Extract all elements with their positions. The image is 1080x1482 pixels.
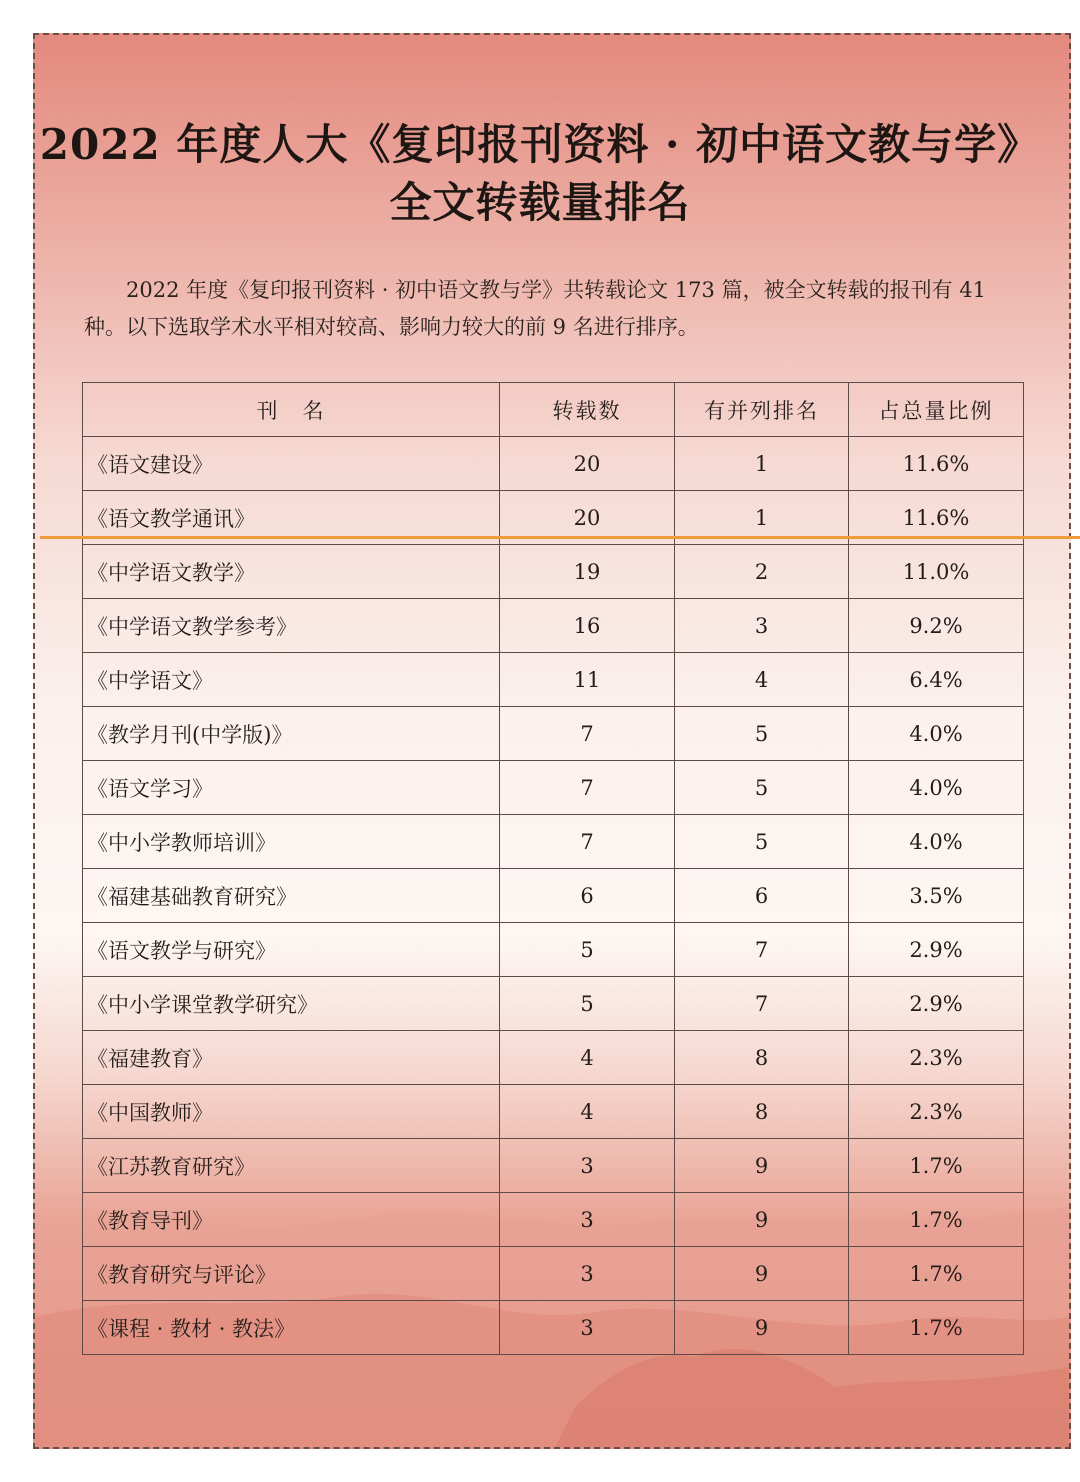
reprint-count: 7 xyxy=(500,815,675,869)
table-row xyxy=(83,653,1024,707)
ratio: 3.5% xyxy=(849,869,1024,923)
column-header-ratio: 占总量比例 xyxy=(849,383,1024,437)
rank: 6 xyxy=(675,869,849,923)
reprint-count: 6 xyxy=(500,869,675,923)
column-header-count: 转载数 xyxy=(500,383,675,437)
reprint-count: 4 xyxy=(500,1085,675,1139)
table-header-row xyxy=(83,383,1024,437)
reprint-count: 16 xyxy=(500,599,675,653)
journal-name: 《福建基础教育研究》 xyxy=(83,869,500,923)
table-row xyxy=(83,923,1024,977)
reprint-count: 3 xyxy=(500,1139,675,1193)
table-row xyxy=(83,1031,1024,1085)
reprint-count: 5 xyxy=(500,923,675,977)
journal-name: 《语文学习》 xyxy=(83,761,500,815)
table-row xyxy=(83,1139,1024,1193)
ratio: 6.4% xyxy=(849,653,1024,707)
table-row xyxy=(83,1085,1024,1139)
ratio: 9.2% xyxy=(849,599,1024,653)
ratio: 4.0% xyxy=(849,815,1024,869)
journal-name: 《江苏教育研究》 xyxy=(83,1139,500,1193)
rank: 8 xyxy=(675,1031,849,1085)
reprint-count: 7 xyxy=(500,761,675,815)
reprint-count: 20 xyxy=(500,491,675,545)
rank: 1 xyxy=(675,491,849,545)
journal-name: 《中学语文教学参考》 xyxy=(83,599,500,653)
table-row xyxy=(83,707,1024,761)
table-row xyxy=(83,1301,1024,1355)
rank: 8 xyxy=(675,1085,849,1139)
reprint-count: 20 xyxy=(500,437,675,491)
reprint-count: 3 xyxy=(500,1247,675,1301)
intro-text: 2022 年度《复印报刊资料 · 初中语文教与学》共转载论文 173 篇，被全文转载的报刊有 41 种。以下选取学术水平相对较高、影响力较大的前 9 名进行排序。 xyxy=(84,278,986,339)
journal-name: 《福建教育》 xyxy=(83,1031,500,1085)
table-row xyxy=(83,599,1024,653)
rank: 9 xyxy=(675,1247,849,1301)
rank: 3 xyxy=(675,599,849,653)
ratio: 1.7% xyxy=(849,1139,1024,1193)
table-row xyxy=(83,1247,1024,1301)
table-row xyxy=(83,437,1024,491)
rank: 9 xyxy=(675,1193,849,1247)
journal-name: 《教育导刊》 xyxy=(83,1193,500,1247)
ratio: 1.7% xyxy=(849,1301,1024,1355)
intro-paragraph xyxy=(84,272,1029,346)
journal-name: 《中学语文》 xyxy=(83,653,500,707)
ranking-table xyxy=(82,382,1024,1355)
table-row xyxy=(83,869,1024,923)
table-row xyxy=(83,977,1024,1031)
journal-name: 《语文教学通讯》 xyxy=(83,491,500,545)
reprint-count: 7 xyxy=(500,707,675,761)
table-row xyxy=(83,1193,1024,1247)
rank: 7 xyxy=(675,977,849,1031)
journal-name: 《语文建设》 xyxy=(83,437,500,491)
reprint-count: 3 xyxy=(500,1193,675,1247)
reprint-count: 11 xyxy=(500,653,675,707)
ratio: 2.9% xyxy=(849,923,1024,977)
journal-name: 《语文教学与研究》 xyxy=(83,923,500,977)
reprint-count: 4 xyxy=(500,1031,675,1085)
reprint-count: 3 xyxy=(500,1301,675,1355)
ratio: 4.0% xyxy=(849,761,1024,815)
column-header-name: 刊 名 xyxy=(83,383,500,437)
ratio: 2.3% xyxy=(849,1031,1024,1085)
journal-name: 《中国教师》 xyxy=(83,1085,500,1139)
rank: 5 xyxy=(675,761,849,815)
journal-name: 《教育研究与评论》 xyxy=(83,1247,500,1301)
rank: 7 xyxy=(675,923,849,977)
rank: 9 xyxy=(675,1301,849,1355)
table-row xyxy=(83,545,1024,599)
rank: 5 xyxy=(675,815,849,869)
ratio: 11.6% xyxy=(849,437,1024,491)
column-header-rank: 有并列排名 xyxy=(675,383,849,437)
ratio: 11.6% xyxy=(849,491,1024,545)
ratio: 1.7% xyxy=(849,1193,1024,1247)
rank: 2 xyxy=(675,545,849,599)
page-title: 2022 年度人大《复印报刊资料 · 初中语文教与学》 xyxy=(39,120,1041,169)
rank: 5 xyxy=(675,707,849,761)
rank: 4 xyxy=(675,653,849,707)
ratio: 1.7% xyxy=(849,1247,1024,1301)
ratio: 11.0% xyxy=(849,545,1024,599)
ratio: 4.0% xyxy=(849,707,1024,761)
rank: 9 xyxy=(675,1139,849,1193)
journal-name: 《中学语文教学》 xyxy=(83,545,500,599)
table-row xyxy=(83,815,1024,869)
journal-name: 《中小学教师培训》 xyxy=(83,815,500,869)
reprint-count: 5 xyxy=(500,977,675,1031)
journal-name: 《教学月刊(中学版)》 xyxy=(83,707,500,761)
reprint-count: 19 xyxy=(500,545,675,599)
ratio: 2.9% xyxy=(849,977,1024,1031)
highlight-line xyxy=(40,536,1080,539)
page-subtitle: 全文转载量排名 xyxy=(389,178,691,227)
rank: 1 xyxy=(675,437,849,491)
journal-name: 《中小学课堂教学研究》 xyxy=(83,977,500,1031)
table-row xyxy=(83,761,1024,815)
journal-name: 《课程 · 教材 · 教法》 xyxy=(83,1301,500,1355)
ratio: 2.3% xyxy=(849,1085,1024,1139)
